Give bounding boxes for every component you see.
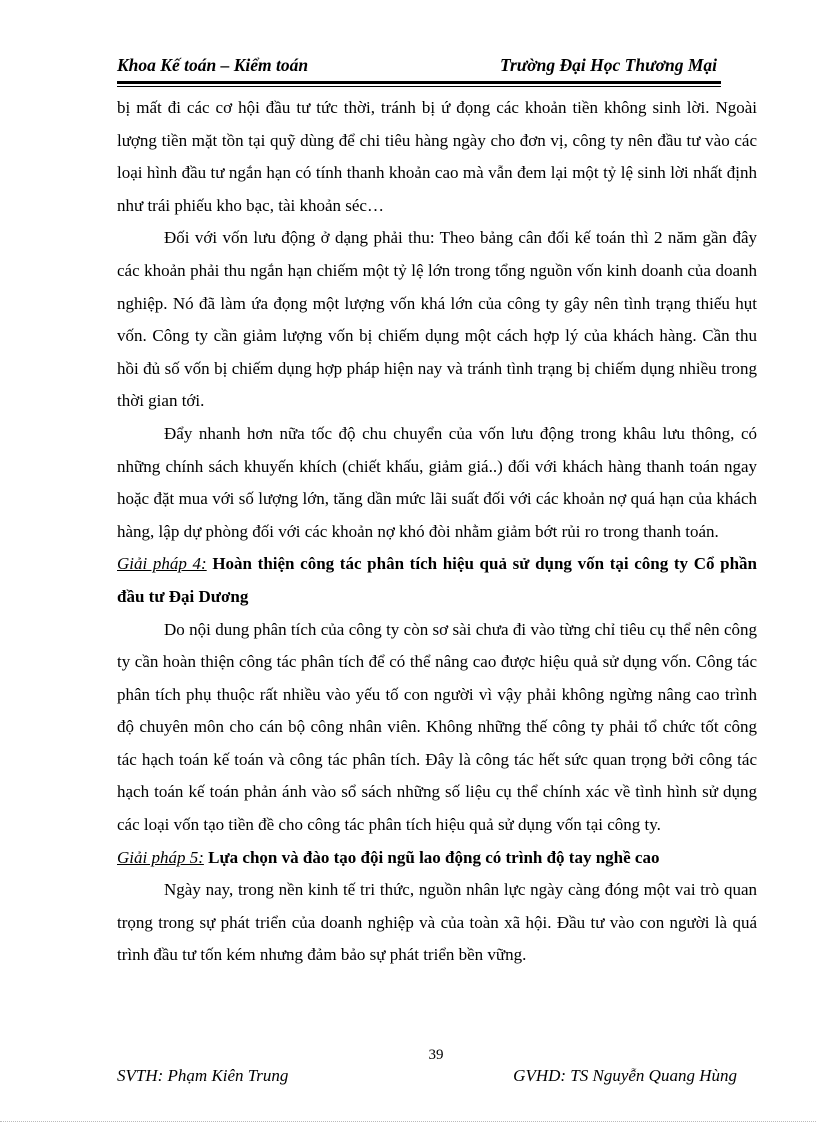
- paragraph-workforce: Ngày nay, trong nền kinh tế tri thức, nguồn nhân lực ngày càng đóng một vai trò quan trọng trong sự phát triển của doanh nghiệp và của toàn xã hội. Đầu tư vào con người là quá trình đầu tư tốn kém nhưng đảm bảo sự phát triển bền vững.: [117, 880, 757, 965]
- document-body: [117, 92, 757, 972]
- paragraph-analysis: Do nội dung phân tích của công ty còn sơ sài chưa đi vào từng chỉ tiêu cụ thể nên công ty cần hoàn thiện công tác phân tích để có thể nâng cao được hiệu quả sử dụng vốn. Công tác phân tích phụ thuộc rất nhiều vào yếu tố con người vì vậy phải không ngừng nâng cao trình độ chuyên môn cho cán bộ công nhân viên. Không những thế công ty phải tổ chức tốt công tác hạch toán kế toán và công tác phân tích. Đây là công tác hết sức quan trọng bởi công tác hạch toán kế toán phản ánh vào sổ sách những số liệu cụ thể chính xác về tình hình sử dụng các loại vốn tạo tiền đề cho công tác phân tích hiệu quả sử dụng vốn tại công ty.: [117, 619, 757, 835]
- header-faculty: Khoa Kế toán – Kiểm toán: [117, 55, 309, 75]
- paragraph-receivables: Đối với vốn lưu động ở dạng phải thu: Theo bảng cân đối kế toán thì 2 năm gần đây các khoản phải thu ngắn hạn chiếm một tỷ lệ lớn trong tổng nguồn vốn kinh doanh của doanh nghiệp. Nó đã làm ứa đọng một lượng vốn khá lớn của công ty gây nên tình trạng thiếu hụt vốn. Công ty cần giảm lượng vốn bị chiếm dụng một cách hợp lý của khách hàng. Cần thu hồi đủ số vốn bị chiếm dụng hợp pháp hiện nay và tránh tình trạng bị chiếm dụng nhiều trong thời gian tới.: [117, 228, 757, 411]
- solution-5-title: Lựa chọn và đào tạo đội ngũ lao động có trình độ tay nghề cao: [203, 847, 660, 867]
- paragraph-cash: bị mất đi các cơ hội đầu tư tức thời, tránh bị ứ đọng các khoản tiền không sinh lời. Ngoài lượng tiền mặt tồn tại quỹ dùng để chi tiêu hàng ngày cho đơn vị, công ty nên đầu tư vào các loại hình đầu tư ngắn hạn có tính thanh khoản cao mà vẫn đem lại một tỷ lệ sinh lời nhất định như trái phiếu kho bạc, tài khoản séc…: [117, 98, 757, 215]
- page-header: [117, 55, 721, 81]
- header-rule-thick: [117, 81, 721, 84]
- solution-4-label: Giải pháp 4:: [117, 554, 207, 574]
- header-rule-thin: [117, 86, 721, 87]
- footer-supervisor: GVHD: TS Nguyễn Quang Hùng: [513, 1066, 737, 1085]
- solution-5-label: Giải pháp 5:: [117, 847, 204, 867]
- page-number: 39: [428, 1047, 444, 1063]
- paragraph-circulation: Đẩy nhanh hơn nữa tốc độ chu chuyển của vốn lưu động trong khâu lưu thông, có những chính sách khuyến khích (chiết khấu, giảm giá..) đối với khách hàng thanh toán ngay hoặc đặt mua với số lượng lớn, tăng dần mức lãi suất đối với các khoản nợ quá hạn của khách hàng, lập dự phòng đối với các khoản nợ khó đòi nhằm giảm bớt rủi ro trong thanh toán.: [117, 423, 757, 541]
- page-bottom-divider: [0, 1121, 816, 1122]
- solution-4-title: Hoàn thiện công tác phân tích hiệu quả sử dụng vốn tại công ty Cổ phần đầu tư Đại Dương: [117, 554, 757, 606]
- page-footer: [117, 1066, 737, 1092]
- footer-student: SVTH: Phạm Kiên Trung: [117, 1066, 289, 1085]
- solution-5-heading: [117, 842, 757, 875]
- header-university: Trường Đại Học Thương Mại: [499, 55, 717, 75]
- solution-4-heading: [117, 548, 757, 613]
